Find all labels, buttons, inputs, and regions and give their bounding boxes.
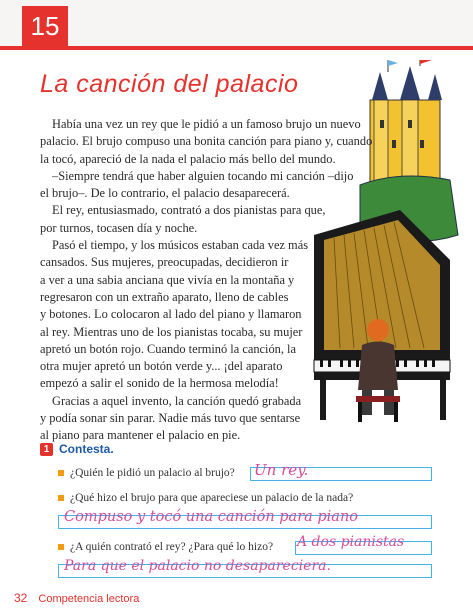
bullet-icon xyxy=(58,495,64,501)
exercise-heading: Contesta. xyxy=(59,442,114,456)
story-line: por turnos, tocasen día y noche. xyxy=(40,220,198,235)
answer-3b-text: Para que el palacio no desapareciera. xyxy=(64,558,331,574)
story-line: el brujo–. De lo contrario, el palacio desaparecerá. xyxy=(40,186,290,201)
story-line: –Siempre tendrá que haber alguien tocando mi canción –dijo xyxy=(52,168,354,183)
answer-3a-text: A dos pianistas xyxy=(297,534,405,550)
story-line: Gracias a aquel invento, la canción quedó grabada xyxy=(52,393,302,408)
story-line: apretó un botón rojo. Cuando terminó la canción, la xyxy=(40,341,297,356)
header-divider xyxy=(0,46,473,50)
story-line: Pasó el tiempo, y los músicos estaban cada vez más xyxy=(52,238,309,253)
story-line: al piano para mantener el palacio en pie. xyxy=(40,428,241,443)
story-line: palacio. El brujo compuso una bonita canción para piano y, cuando xyxy=(40,134,373,149)
answer-2-text: Compuso y tocó una canción para piano xyxy=(64,509,359,525)
exercise-number: 1 xyxy=(40,443,53,456)
story-line: regresaron con un extraño aparato, lleno de cables xyxy=(40,289,289,304)
exercise-section xyxy=(40,442,460,456)
story-line: a ver a una sabia anciana que vivía en la montaña y xyxy=(40,272,295,287)
answer-1-text: Un rey. xyxy=(254,461,309,479)
question-1: ¿Quién le pidió un palacio al brujo? xyxy=(58,467,235,479)
story-line: empezó a salir el sonido de la hermosa melodía! xyxy=(40,376,279,391)
story-line: Había una vez un rey que le pidió a un famoso brujo un nuevo xyxy=(52,117,361,131)
question-2: ¿Qué hizo el brujo para que apareciese un palacio de la nada? xyxy=(58,492,353,504)
exercise-header xyxy=(40,442,460,456)
page-number: 32 xyxy=(14,591,28,605)
story-line: otra mujer apretó un botón verde y... ¡del aparato xyxy=(40,359,283,374)
footer xyxy=(14,591,139,605)
story-line: cansados. Sus mujeres, preocupadas, decidieron ir xyxy=(40,255,289,270)
story-line: y botones. Lo colocaron al lado del piano y llamaron xyxy=(40,307,302,322)
lesson-number-badge: 15 xyxy=(22,6,68,46)
page-title: La canción del palacio xyxy=(40,70,299,98)
header-band xyxy=(0,0,473,48)
bullet-icon xyxy=(58,470,64,476)
bullet-icon xyxy=(58,544,64,550)
story-line: y podía sonar sin parar. Nadie más tuvo que sentarse xyxy=(40,411,301,426)
story-line: El rey, entusiasmado, contrató a dos pianistas para que, xyxy=(52,203,326,218)
story-line: al rey. Mientras uno de los pianistas tocaba, su mujer xyxy=(40,324,303,339)
section-label: Competencia lectora xyxy=(38,593,140,605)
story-line: la tocó, apareció de la nada el palacio más bello del mundo. xyxy=(40,151,336,166)
story-text xyxy=(40,116,460,445)
question-3: ¿A quién contrató el rey? ¿Para qué lo hizo? xyxy=(58,541,273,553)
